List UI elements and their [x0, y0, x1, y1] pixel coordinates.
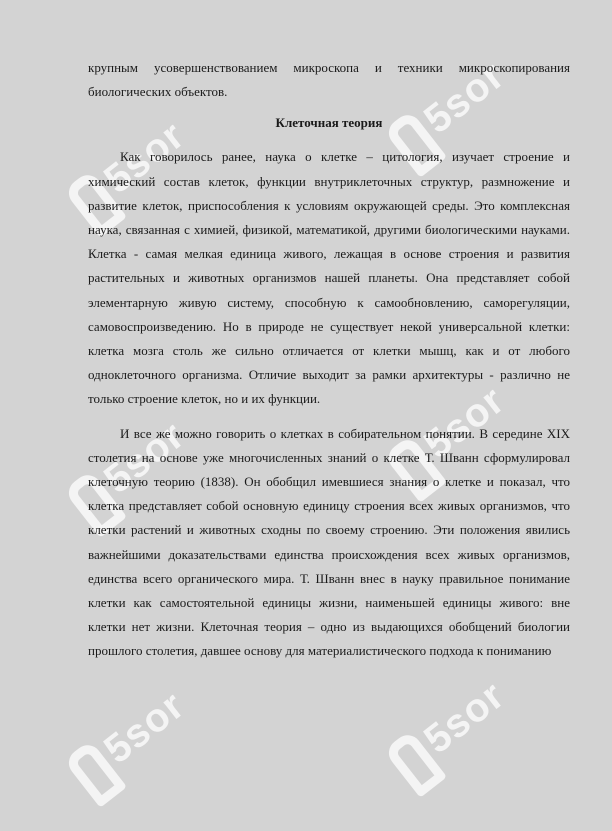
watermark-text: 5sor — [96, 682, 193, 773]
paragraph-2: И все же можно говорить о клетках в собирательном понятии. В середине XIX столетия на основе уже многочисленных знаний о клетке Т. Шванн сформулировал клеточную теорию (1838). Он обобщил имевшиеся знания о клетке и показал, что клетка представляет собой основную единицу строения всех живых организмов, что клетки растений и животных сходны по своему строению. Эти положения явились важнейшими доказательствами единства происхождения всех живых организмов, единства всего органического мира. Т. Шванн внес в науку правильное понимание клетки как самостоятельной единицы жизни, наименьшей единицы живого: вне клетки нет жизни. Клеточная теория – одно из выдающихся обобщений биологии прошлого столетия, давшее основу для материалистического подхода к пониманию — [88, 425, 570, 659]
watermark-symbol — [63, 740, 127, 808]
watermark-text: 5sor — [416, 672, 513, 763]
watermark-text: 5sor — [96, 112, 193, 203]
watermark-text: 5sor — [416, 52, 513, 143]
watermark-symbol — [383, 730, 447, 798]
section-heading: Клеточная теория — [275, 115, 383, 131]
paragraph-spacer — [88, 412, 570, 422]
watermark-text: 5sor — [416, 377, 513, 468]
document-body — [88, 56, 570, 664]
watermark-logo — [51, 659, 229, 831]
watermark-text: 5sor — [96, 412, 193, 503]
paragraph-1: Как говорилось ранее, наука о клетке – цитология, изучает строение и химический состав клеток, функции внутриклеточных структур, размножение и развитие клеток, приспособления к условиям окружающей среды. Это комплексная наука, связанная с химией, физикой, математикой, другими биологическими науками. Клетка - самая мелкая единица живого, лежащая в основе строения и развития растительных и животных организмов нашей планеты. Она представляет собой элементарную живую систему, способную к самообновлению, саморегуляции, самовоспроизведению. Но в природе не существует некой универсальной клетки: клетка мозга столь же сильно отличается от клетки мышц, как и от любого одноклеточного организма. Отличие выходит за рамки архитектуры - различно не только строение клеток, но и их функции. — [88, 149, 570, 407]
intro-paragraph: крупным усовершенствованием микроскопа и техники микроскопирования биологических объектов. — [88, 60, 570, 100]
watermark-logo — [371, 649, 549, 822]
